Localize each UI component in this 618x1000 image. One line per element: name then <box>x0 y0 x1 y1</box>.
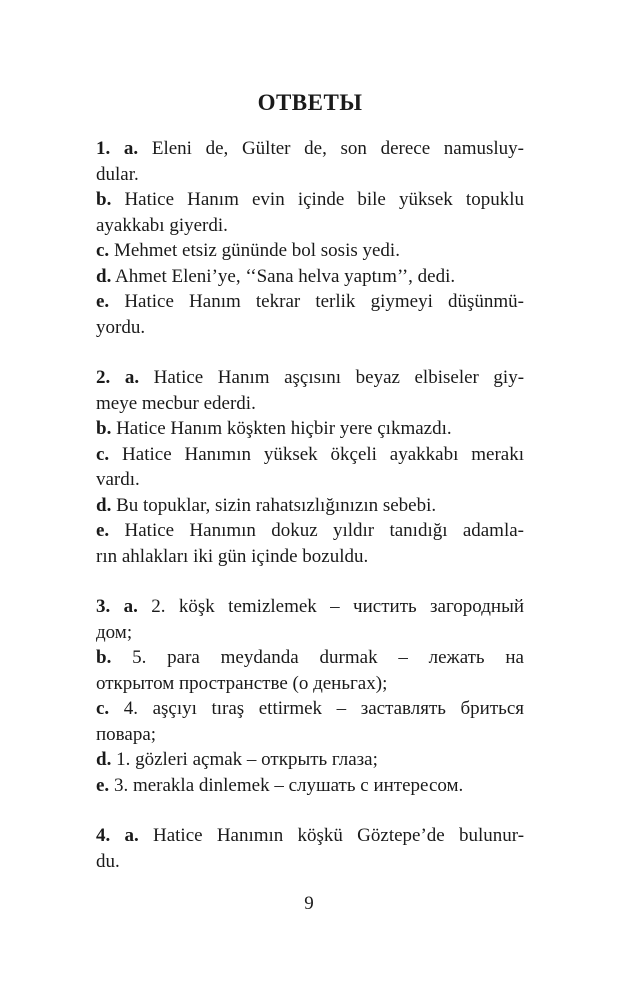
answer-item <box>96 518 524 569</box>
answer-item <box>96 365 524 416</box>
answer-item <box>96 187 524 238</box>
answer-text: Hatice Hanım evin içinde bile yüksek topuklu <box>124 189 524 210</box>
question-number: 2. <box>96 367 111 388</box>
answer-label: b. <box>96 418 112 439</box>
answer-text: Mehmet etsiz gününde bol sosis yedi. <box>113 240 400 261</box>
answer-item <box>96 416 524 442</box>
answer-label: c. <box>96 443 110 465</box>
answer-text: 3. merakla dinlemek – слушать с интересом. <box>113 774 464 796</box>
question-number: 1. <box>96 138 111 159</box>
answer-label: d. <box>96 749 112 770</box>
answer-line <box>96 187 524 213</box>
question-number: 3. <box>96 596 111 617</box>
page-title: ОТВЕТЫ <box>257 90 363 115</box>
answer-label: a. <box>124 825 139 846</box>
answer-line <box>96 696 524 722</box>
answer-line <box>96 442 524 468</box>
answer-line <box>96 518 524 544</box>
answer-label: d. <box>96 265 112 287</box>
answer-line <box>96 264 524 290</box>
answer-item <box>96 442 524 493</box>
question-number: 4. <box>96 825 111 846</box>
answer-label: d. <box>96 494 112 516</box>
answer-text: 4. aşçıyı tıraş ettirmek – заставлять бриться <box>123 698 524 719</box>
answer-line <box>96 823 524 849</box>
answer-continuation: du. <box>96 850 120 872</box>
answers-content <box>96 136 524 899</box>
page-number: 9 <box>304 893 314 914</box>
answer-continuation: открытом пространстве (о деньгах); <box>96 672 388 694</box>
answer-line <box>96 493 524 519</box>
answer-line <box>96 416 524 442</box>
answer-text: 5. para meydanda durmak – лежать на <box>132 647 524 668</box>
answer-text: Bu topuklar, sizin rahatsızlığınızın sebebi. <box>116 494 437 516</box>
answer-continuation: ayakkabı giyerdi. <box>96 214 228 236</box>
answer-line <box>96 136 524 162</box>
answer-text: Ahmet Eleni’ye, ‘‘Sana helva yaptım’’, dedi. <box>115 265 456 287</box>
answer-item <box>96 289 524 340</box>
answer-line <box>96 289 524 315</box>
answer-item <box>96 696 524 747</box>
answer-text: Hatice Hanımın köşkü Göztepe’de bulunur- <box>153 825 525 846</box>
answer-text: Eleni de, Gülter de, son derece namusluy- <box>151 138 525 159</box>
answer-text: 2. köşk temizlemek – чистить загородный <box>151 596 525 617</box>
answer-label: a. <box>124 367 140 388</box>
answer-item <box>96 594 524 645</box>
answer-item <box>96 238 524 264</box>
answer-label: b. <box>96 189 112 210</box>
answer-label: e. <box>96 774 110 796</box>
answer-continuation: meye mecbur ederdi. <box>96 392 256 414</box>
answer-label: b. <box>96 647 112 668</box>
answer-item <box>96 823 524 874</box>
answer-continuation: yordu. <box>96 316 146 338</box>
answer-label: a. <box>123 596 138 617</box>
answer-label: a. <box>123 138 139 159</box>
answer-text: Hatice Hanım tekrar terlik giymeyi düşünmü- <box>124 291 524 312</box>
answer-item <box>96 773 524 799</box>
answer-line <box>96 773 524 799</box>
answer-text: Hatice Hanımın dokuz yıldır tanıdığı adamla- <box>124 520 525 541</box>
answer-group <box>96 823 524 874</box>
answer-item <box>96 747 524 773</box>
answer-text: Hatice Hanım köşkten hiçbir yere çıkmazdı. <box>116 418 452 439</box>
answer-text: 1. gözleri açmak – открыть глаза; <box>116 749 378 770</box>
answer-continuation: rın ahlakları iki gün içinde bozuldu. <box>96 545 369 567</box>
answer-group <box>96 594 524 798</box>
answer-group <box>96 136 524 340</box>
answer-item <box>96 264 524 290</box>
answer-item <box>96 645 524 696</box>
answer-continuation: повара; <box>96 723 157 745</box>
answer-label: c. <box>96 240 110 261</box>
answer-label: e. <box>96 291 110 312</box>
answer-line <box>96 594 524 620</box>
answer-label: e. <box>96 520 110 541</box>
answer-item <box>96 136 524 187</box>
answer-text: Hatice Hanımın yüksek ökçeli ayakkabı merakı <box>122 443 524 465</box>
answer-line <box>96 365 524 391</box>
answer-label: c. <box>96 698 110 719</box>
answer-line <box>96 645 524 671</box>
answer-group <box>96 365 524 569</box>
answer-line <box>96 238 524 264</box>
answer-continuation: vardı. <box>96 469 140 490</box>
answer-item <box>96 493 524 519</box>
answer-line <box>96 747 524 773</box>
answer-continuation: дом; <box>96 621 133 643</box>
answer-continuation: dular. <box>96 163 139 185</box>
answer-text: Hatice Hanım aşçısını beyaz elbiseler giy- <box>153 367 525 388</box>
